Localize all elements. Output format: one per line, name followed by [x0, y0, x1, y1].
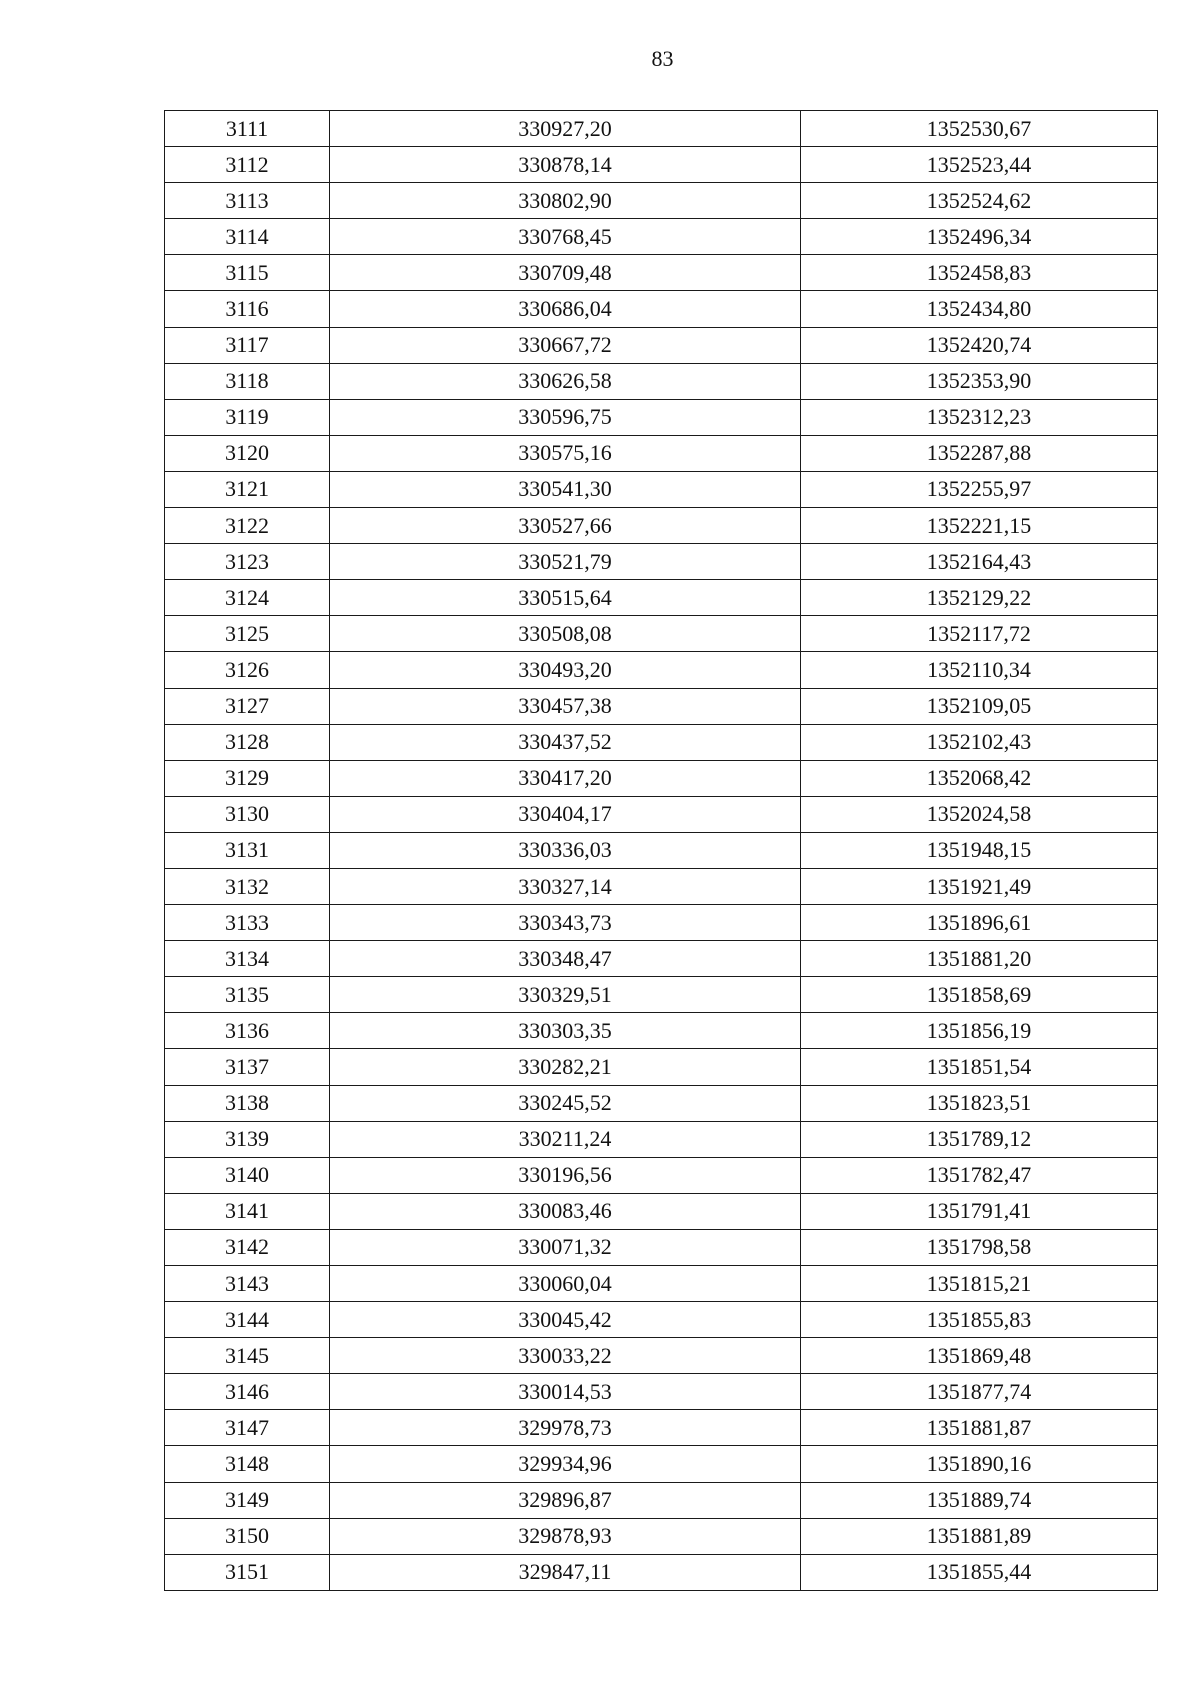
y-coordinate-cell: 1351896,61	[801, 905, 1158, 941]
table-row	[165, 1302, 1158, 1338]
point-number-cell: 3141	[165, 1193, 330, 1229]
x-coordinate-cell: 330045,42	[330, 1302, 801, 1338]
x-coordinate-cell: 330033,22	[330, 1338, 801, 1374]
table-row	[165, 471, 1158, 507]
y-coordinate-cell: 1352312,23	[801, 399, 1158, 435]
point-number-cell: 3146	[165, 1374, 330, 1410]
coordinates-table-body	[165, 111, 1158, 1591]
point-number-cell: 3130	[165, 796, 330, 832]
table-row	[165, 435, 1158, 471]
point-number-cell: 3127	[165, 688, 330, 724]
point-number-cell: 3142	[165, 1229, 330, 1265]
y-coordinate-cell: 1351856,19	[801, 1013, 1158, 1049]
table-row	[165, 832, 1158, 868]
x-coordinate-cell: 330282,21	[330, 1049, 801, 1085]
x-coordinate-cell: 330927,20	[330, 111, 801, 147]
table-row	[165, 399, 1158, 435]
y-coordinate-cell: 1351877,74	[801, 1374, 1158, 1410]
page-number: 83	[651, 46, 674, 71]
x-coordinate-cell: 330457,38	[330, 688, 801, 724]
table-row	[165, 183, 1158, 219]
x-coordinate-cell: 330303,35	[330, 1013, 801, 1049]
y-coordinate-cell: 1352221,15	[801, 508, 1158, 544]
point-number-cell: 3116	[165, 291, 330, 327]
x-coordinate-cell: 330329,51	[330, 977, 801, 1013]
x-coordinate-cell: 330515,64	[330, 580, 801, 616]
table-row	[165, 1374, 1158, 1410]
point-number-cell: 3147	[165, 1410, 330, 1446]
y-coordinate-cell: 1352353,90	[801, 363, 1158, 399]
x-coordinate-cell: 330336,03	[330, 832, 801, 868]
y-coordinate-cell: 1351855,44	[801, 1554, 1158, 1590]
point-number-cell: 3139	[165, 1121, 330, 1157]
point-number-cell: 3119	[165, 399, 330, 435]
y-coordinate-cell: 1352110,34	[801, 652, 1158, 688]
x-coordinate-cell: 330575,16	[330, 435, 801, 471]
point-number-cell: 3113	[165, 183, 330, 219]
point-number-cell: 3121	[165, 471, 330, 507]
point-number-cell: 3132	[165, 868, 330, 904]
x-coordinate-cell: 330541,30	[330, 471, 801, 507]
x-coordinate-cell: 330802,90	[330, 183, 801, 219]
x-coordinate-cell: 330211,24	[330, 1121, 801, 1157]
x-coordinate-cell: 330060,04	[330, 1266, 801, 1302]
y-coordinate-cell: 1352524,62	[801, 183, 1158, 219]
y-coordinate-cell: 1351858,69	[801, 977, 1158, 1013]
table-row	[165, 327, 1158, 363]
point-number-cell: 3151	[165, 1554, 330, 1590]
x-coordinate-cell: 330508,08	[330, 616, 801, 652]
table-row	[165, 147, 1158, 183]
y-coordinate-cell: 1351881,87	[801, 1410, 1158, 1446]
point-number-cell: 3117	[165, 327, 330, 363]
x-coordinate-cell: 330596,75	[330, 399, 801, 435]
y-coordinate-cell: 1352496,34	[801, 219, 1158, 255]
point-number-cell: 3120	[165, 435, 330, 471]
point-number-cell: 3143	[165, 1266, 330, 1302]
table-row	[165, 1266, 1158, 1302]
y-coordinate-cell: 1352420,74	[801, 327, 1158, 363]
point-number-cell: 3126	[165, 652, 330, 688]
y-coordinate-cell: 1351823,51	[801, 1085, 1158, 1121]
table-row	[165, 1229, 1158, 1265]
table-row	[165, 796, 1158, 832]
y-coordinate-cell: 1352287,88	[801, 435, 1158, 471]
x-coordinate-cell: 330196,56	[330, 1157, 801, 1193]
table-row	[165, 111, 1158, 147]
y-coordinate-cell: 1352109,05	[801, 688, 1158, 724]
table-row	[165, 1085, 1158, 1121]
y-coordinate-cell: 1351921,49	[801, 868, 1158, 904]
y-coordinate-cell: 1352129,22	[801, 580, 1158, 616]
point-number-cell: 3144	[165, 1302, 330, 1338]
table-row	[165, 1193, 1158, 1229]
point-number-cell: 3122	[165, 508, 330, 544]
x-coordinate-cell: 330878,14	[330, 147, 801, 183]
y-coordinate-cell: 1351782,47	[801, 1157, 1158, 1193]
point-number-cell: 3134	[165, 941, 330, 977]
y-coordinate-cell: 1351798,58	[801, 1229, 1158, 1265]
table-row	[165, 616, 1158, 652]
x-coordinate-cell: 330626,58	[330, 363, 801, 399]
x-coordinate-cell: 330686,04	[330, 291, 801, 327]
y-coordinate-cell: 1351851,54	[801, 1049, 1158, 1085]
x-coordinate-cell: 330245,52	[330, 1085, 801, 1121]
x-coordinate-cell: 330014,53	[330, 1374, 801, 1410]
table-row	[165, 291, 1158, 327]
x-coordinate-cell: 330404,17	[330, 796, 801, 832]
y-coordinate-cell: 1352164,43	[801, 544, 1158, 580]
point-number-cell: 3118	[165, 363, 330, 399]
table-row	[165, 977, 1158, 1013]
table-row	[165, 724, 1158, 760]
point-number-cell: 3129	[165, 760, 330, 796]
point-number-cell: 3125	[165, 616, 330, 652]
table-row	[165, 652, 1158, 688]
y-coordinate-cell: 1351789,12	[801, 1121, 1158, 1157]
point-number-cell: 3133	[165, 905, 330, 941]
point-number-cell: 3128	[165, 724, 330, 760]
table-row	[165, 508, 1158, 544]
point-number-cell: 3136	[165, 1013, 330, 1049]
x-coordinate-cell: 330493,20	[330, 652, 801, 688]
x-coordinate-cell: 330343,73	[330, 905, 801, 941]
point-number-cell: 3150	[165, 1518, 330, 1554]
x-coordinate-cell: 329896,87	[330, 1482, 801, 1518]
y-coordinate-cell: 1351890,16	[801, 1446, 1158, 1482]
table-row	[165, 1157, 1158, 1193]
point-number-cell: 3149	[165, 1482, 330, 1518]
y-coordinate-cell: 1351881,89	[801, 1518, 1158, 1554]
table-row	[165, 1410, 1158, 1446]
y-coordinate-cell: 1352068,42	[801, 760, 1158, 796]
x-coordinate-cell: 330417,20	[330, 760, 801, 796]
table-row	[165, 580, 1158, 616]
x-coordinate-cell: 330667,72	[330, 327, 801, 363]
point-number-cell: 3131	[165, 832, 330, 868]
x-coordinate-cell: 330527,66	[330, 508, 801, 544]
x-coordinate-cell: 330521,79	[330, 544, 801, 580]
table-row	[165, 255, 1158, 291]
x-coordinate-cell: 330348,47	[330, 941, 801, 977]
y-coordinate-cell: 1352102,43	[801, 724, 1158, 760]
table-row	[165, 1482, 1158, 1518]
table-row	[165, 688, 1158, 724]
y-coordinate-cell: 1352523,44	[801, 147, 1158, 183]
point-number-cell: 3111	[165, 111, 330, 147]
table-row	[165, 868, 1158, 904]
table-row	[165, 760, 1158, 796]
x-coordinate-cell: 330071,32	[330, 1229, 801, 1265]
y-coordinate-cell: 1352117,72	[801, 616, 1158, 652]
coordinates-table	[164, 110, 1158, 1591]
y-coordinate-cell: 1351869,48	[801, 1338, 1158, 1374]
table-row	[165, 363, 1158, 399]
table-row	[165, 1446, 1158, 1482]
table-row	[165, 219, 1158, 255]
table-row	[165, 1121, 1158, 1157]
table-row	[165, 1518, 1158, 1554]
x-coordinate-cell: 330083,46	[330, 1193, 801, 1229]
y-coordinate-cell: 1352255,97	[801, 471, 1158, 507]
point-number-cell: 3115	[165, 255, 330, 291]
table-row	[165, 1338, 1158, 1374]
y-coordinate-cell: 1351881,20	[801, 941, 1158, 977]
point-number-cell: 3145	[165, 1338, 330, 1374]
x-coordinate-cell: 329847,11	[330, 1554, 801, 1590]
x-coordinate-cell: 330768,45	[330, 219, 801, 255]
y-coordinate-cell: 1352530,67	[801, 111, 1158, 147]
table-row	[165, 1049, 1158, 1085]
point-number-cell: 3140	[165, 1157, 330, 1193]
x-coordinate-cell: 329934,96	[330, 1446, 801, 1482]
x-coordinate-cell: 329978,73	[330, 1410, 801, 1446]
table-row	[165, 1554, 1158, 1590]
x-coordinate-cell: 330709,48	[330, 255, 801, 291]
point-number-cell: 3148	[165, 1446, 330, 1482]
y-coordinate-cell: 1351855,83	[801, 1302, 1158, 1338]
point-number-cell: 3123	[165, 544, 330, 580]
y-coordinate-cell: 1351889,74	[801, 1482, 1158, 1518]
point-number-cell: 3135	[165, 977, 330, 1013]
y-coordinate-cell: 1352024,58	[801, 796, 1158, 832]
point-number-cell: 3138	[165, 1085, 330, 1121]
y-coordinate-cell: 1351948,15	[801, 832, 1158, 868]
y-coordinate-cell: 1351791,41	[801, 1193, 1158, 1229]
y-coordinate-cell: 1352434,80	[801, 291, 1158, 327]
x-coordinate-cell: 330437,52	[330, 724, 801, 760]
x-coordinate-cell: 329878,93	[330, 1518, 801, 1554]
table-row	[165, 905, 1158, 941]
table-row	[165, 1013, 1158, 1049]
table-row	[165, 941, 1158, 977]
point-number-cell: 3114	[165, 219, 330, 255]
y-coordinate-cell: 1351815,21	[801, 1266, 1158, 1302]
point-number-cell: 3124	[165, 580, 330, 616]
point-number-cell: 3137	[165, 1049, 330, 1085]
table-row	[165, 544, 1158, 580]
point-number-cell: 3112	[165, 147, 330, 183]
x-coordinate-cell: 330327,14	[330, 868, 801, 904]
y-coordinate-cell: 1352458,83	[801, 255, 1158, 291]
